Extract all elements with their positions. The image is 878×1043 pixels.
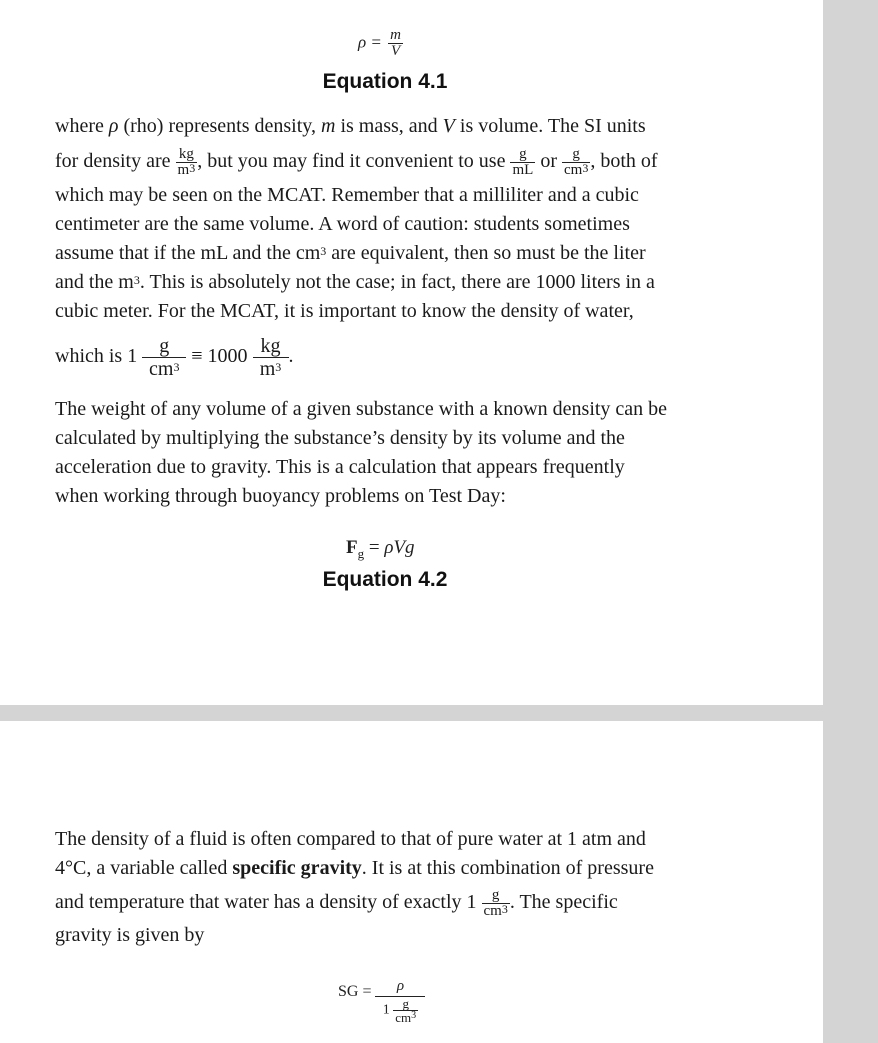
paragraph-weight-calculation [55, 395, 715, 511]
para1-line-5: assume that if the mL and the $cm^3$ are equivalent, then so must be the liter [55, 242, 646, 264]
eq41-numerator: m [390, 27, 401, 43]
para1-line-6: and the $m^3$. This is absolutely not the case; in fact, there are 1000 liters in a [55, 271, 655, 293]
fraction-kg-per-m3: $\frac{kg}{m^3}$ [177, 145, 196, 178]
eq42-equals: = [364, 537, 385, 558]
para2-line-4: when working through buoyancy problems on Test Day: [55, 485, 506, 507]
fraction-g-per-ml: $\frac{g}{mL}$ [512, 145, 534, 178]
paragraph-specific-gravity [55, 825, 715, 950]
sg-fraction [375, 977, 425, 1024]
para3-line-1: The density of a fluid is often compared to that of pure water at 1 atm and [55, 828, 646, 850]
eq42-rhs: ρVg [384, 537, 415, 558]
scrollbar-track[interactable] [823, 0, 878, 1043]
para3-line-3: and temperature that water has a density of exactly 1 $\frac{g}{cm^3}$ . The specific [55, 886, 618, 919]
fraction-g-per-cm3-exact: $\frac{g}{cm^3}$ [483, 886, 508, 919]
para3-line-2: 4°C, a variable called specific gravity. It is at this combination of pressure [55, 857, 654, 879]
para1-line-8: which is 1 $\frac{g}{cm^3}$ ≡ 1000 $\frac{kg}{m^3}$ . [55, 334, 294, 380]
equation-4-2-label: Equation 4.2 [322, 568, 448, 591]
para3-line-4: gravity is given by [55, 924, 205, 946]
equation-4-2 [346, 537, 415, 562]
para2-line-3: acceleration due to gravity. This is a calculation that appears frequently [55, 456, 625, 478]
fraction-water-kg-per-m3: $\frac{kg}{m^3}$ [253, 335, 289, 380]
para2-line-2: calculated by multiplying the substance’s density by its volume and the [55, 427, 625, 449]
sg-denominator: 1 $\frac{g}{cm^3}$ [382, 996, 417, 1025]
paragraph-density-definition [55, 112, 715, 386]
eq41-denominator: V [390, 43, 401, 59]
eq42-force: F [346, 537, 358, 558]
fraction-g-per-cm3: $\frac{g}{cm^3}$ [563, 145, 589, 178]
page-2 [0, 721, 823, 1043]
para1-line-3: which may be seen on the MCAT. Remember that a milliliter and a cubic [55, 184, 639, 206]
fraction-water-g-per-cm3: $\frac{g}{cm^3}$ [142, 335, 186, 380]
equation-specific-gravity [338, 977, 425, 1024]
term-specific-gravity: specific gravity [232, 857, 362, 879]
para1-line-4: centimeter are the same volume. A word of caution: students sometimes [55, 213, 630, 235]
para2-line-1: The weight of any volume of a given substance with a known density can be [55, 398, 668, 420]
equation-4-1-label: Equation 4.1 [322, 70, 448, 93]
eq41-fraction [388, 28, 403, 59]
sg-lhs: SG = [338, 983, 372, 1000]
para1-line-7: cubic meter. For the MCAT, it is important to know the density of water, [55, 300, 634, 322]
sg-denominator-fraction: $\frac{g}{cm^3}$ [395, 996, 417, 1025]
equation-4-1 [358, 28, 403, 59]
eq41-lhs: ρ = [358, 32, 382, 52]
sg-numerator: ρ [375, 977, 425, 997]
para1-line-1: where ρ (rho) represents density, m is mass, and V is volume. The SI units [55, 115, 646, 137]
eq42-subscript: g [357, 545, 365, 561]
para1-line-2: for density are $\frac{kg}{m^3}$ , but you may find it convenient to use $\frac{g}{mL}$ or $\frac{g}{cm^3}$ , both of [55, 145, 658, 178]
